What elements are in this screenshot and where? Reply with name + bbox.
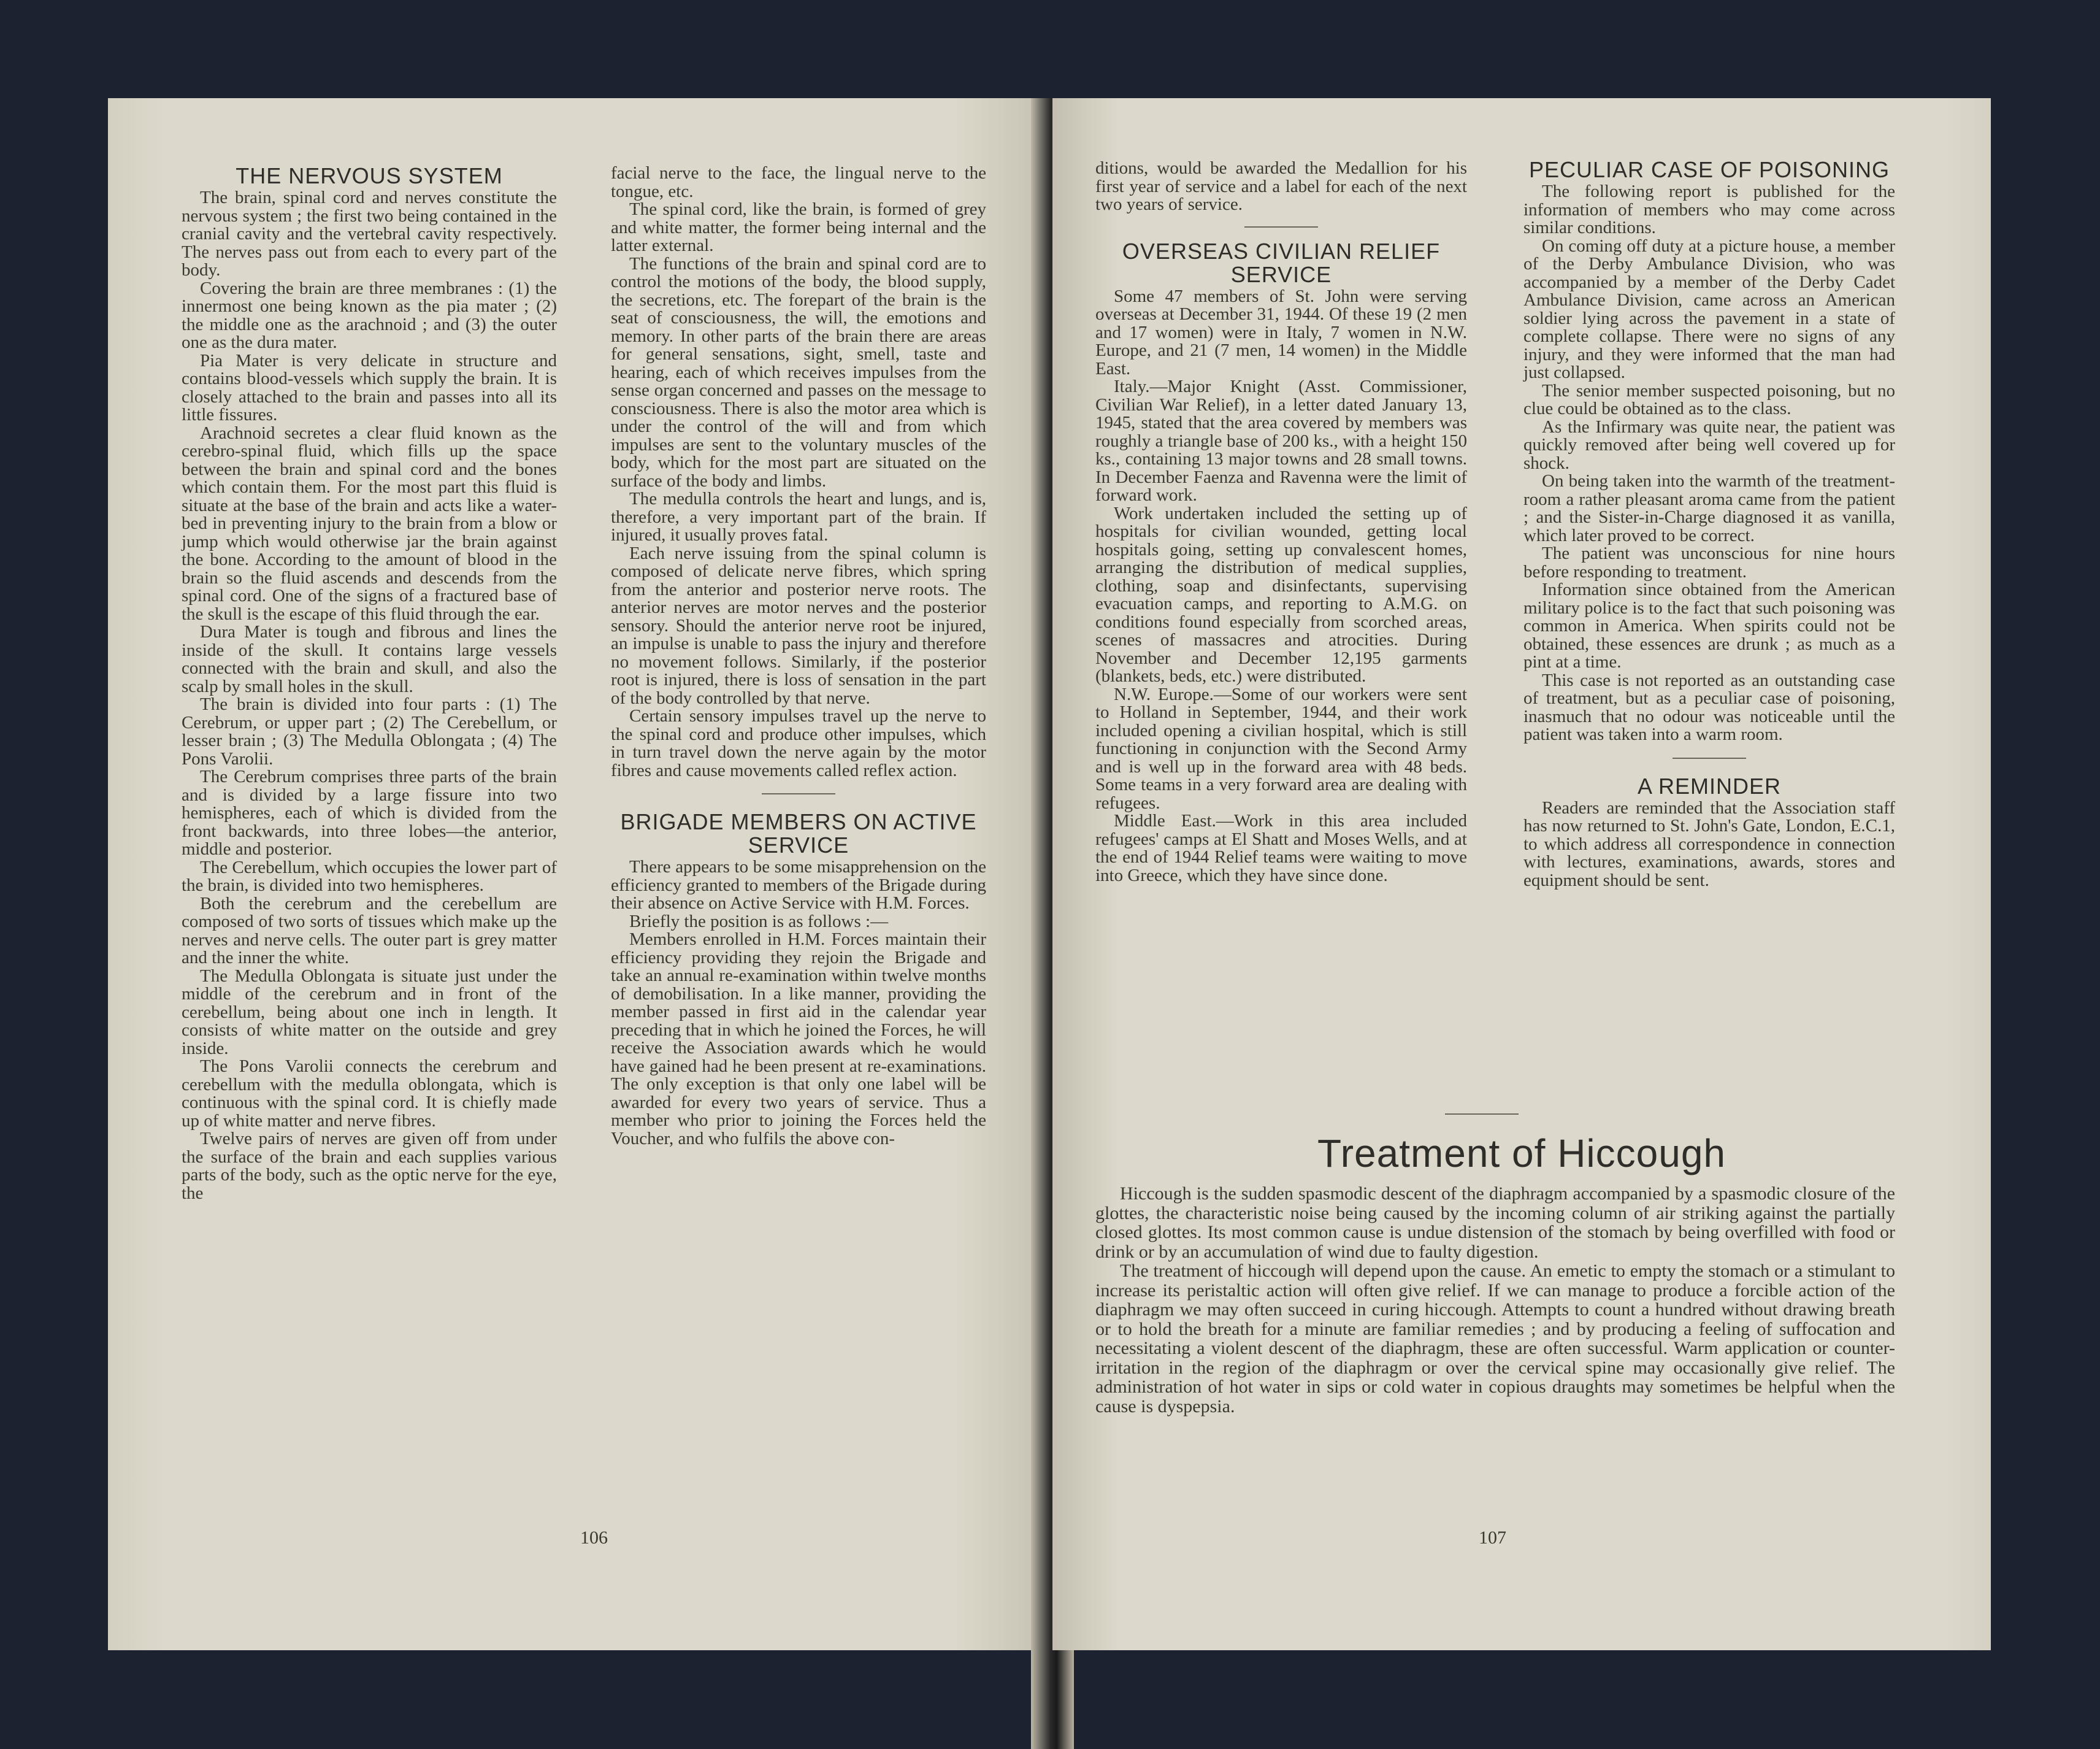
paragraph: Italy.—Major Knight (Asst. Commissioner, Civilian War Relief), in a letter dated January 13, 1945, stated that the area covered by members was roughly a triangle base of 200 ks., with a height 150 ks., containing 13 major towns and 28 small towns. In December Faenza and Ravenna were the limit of forward work. — [1095, 377, 1467, 505]
paragraph: Covering the brain are three membranes : (1) the innermost one being known as the pia mater ; (2) the middle one as the arachnoid ; and (3) the outer one as the dura mater. — [182, 278, 557, 352]
paragraph: Hiccough is the sudden spasmodic descent of the diaphragm accompanied by a spasmodic closure of the glottes, the characteristic noise being caused by the incoming column of air striking against the partially closed glottes. Its most common cause is undue distension of the stomach by being overfilled with food or drink or by an accumulation of wind due to faulty digestion. — [1095, 1183, 1895, 1262]
right-column-2 — [1523, 158, 1895, 890]
paragraph: Arachnoid secretes a clear fluid known as the cerebro-spinal fluid, which fills up the space between the brain and spinal cord and the bones which contain them. For the most part this fluid is situate at the base of the brain and acts like a water-bed in preventing injury to the brain from a blow or jump which would otherwise jar the brain against the bone. According to the amount of blood in the brain so the fluid ascends and descends from the spinal cord. One of the signs of a fractured base of the skull is the escape of this fluid through the ear. — [182, 423, 557, 624]
section-divider — [762, 793, 835, 794]
paragraph: Briefly the position is as follows :— — [629, 911, 889, 931]
heading-overseas-relief: OVERSEAS CIVILIAN RELIEF SERVICE — [1122, 238, 1441, 287]
paragraph: The patient was unconscious for nine hours before responding to treatment. — [1523, 544, 1895, 582]
paragraph: The functions of the brain and spinal cord are to control the motions of the body, the blood supply, the secretions, etc. The forepart of the brain is the seat of consciousness, the will, the emotions and memory. In other parts of the brain there are areas for general sensations, sight, smell, taste and hearing, each of which receives impulses from the sense organ concerned and passes on the message to consciousness. There is also the motor area which is under the control of the will and from which impulses are sent to the voluntary muscles of the body, which for the most part are situated on the surface of the body and limbs. — [611, 253, 986, 491]
page-number: 107 — [1479, 1528, 1506, 1548]
paragraph: Pia Mater is very delicate in structure and contains blood-vessels which supply the brain. It is closely attached to the brain and passes into all its little fissures. — [182, 350, 557, 425]
section-divider — [1244, 226, 1318, 228]
section-divider — [1673, 758, 1746, 759]
paragraph: On being taken into the warmth of the treatment-room a rather pleasant aroma came from the patient ; and the Sister-in-Charge diagnosed it as vanilla, which later proved to be correct. — [1523, 471, 1895, 545]
heading-peculiar-poisoning: PECULIAR CASE OF POISONING — [1528, 157, 1890, 182]
paragraph: The following report is published for the information of members who may come across similar conditions. — [1523, 182, 1895, 237]
feature-body — [1095, 1184, 1895, 1416]
paragraph: Certain sensory impulses travel up the nerve to the spinal cord and produce other impulses, which in turn travel down the nerve again by the motor fibres and cause movements called reflex action. — [611, 706, 986, 780]
paragraph: As the Infirmary was quite near, the patient was quickly removed after being well covered up for shock. — [1523, 417, 1895, 473]
paragraph: The Cerebrum comprises three parts of the brain and is divided by a large fissure into two hemispheres, each of which is divided from the front backwards, into three lobes—the anterior, middle and posterior. — [182, 767, 557, 859]
paragraph: The spinal cord, like the brain, is formed of grey and white matter, the former being internal and the latter external. — [611, 199, 986, 255]
paragraph: ditions, would be awarded the Medallion for his first year of service and a label for each of the next two years of service. — [1095, 158, 1467, 214]
paragraph: The senior member suspected poisoning, but no clue could be obtained as to the class. — [1523, 380, 1895, 418]
paragraph: Each nerve issuing from the spinal column is composed of delicate nerve fibres, which spring from the anterior and posterior nerve roots. The anterior nerves are motor nerves and the posterior sensory. Should the anterior nerve root be injured, an impulse is unable to pass the injury and therefore no movement follows. Similarly, if the posterior root is injured, there is loss of sensation in the part of the body controlled by that nerve. — [611, 543, 986, 708]
magazine-spread — [108, 98, 1991, 1650]
paragraph: Members enrolled in H.M. Forces maintain their efficiency providing they rejoin the Brigade and take an annual re-examination within twelve months of demobilisation. In a like manner, providing the member passed in first aid in the calendar year preceding that in which he joined the Forces, he will receive the Association awards which he would have gained had he been present at re-examinations. The only exception is that only one label will be awarded for every two years of service. Thus a member who prior to joining the Forces held the Voucher, and who fulfils the above con- — [611, 929, 986, 1148]
paragraph: Information since obtained from the American military police is to the fact that such poisoning was common in America. When spirits could not be obtained, these essences are drunk ; as much as a pint at a time. — [1523, 580, 1895, 672]
right-column-1 — [1095, 160, 1467, 885]
right-page — [1052, 98, 1991, 1650]
paragraph: On coming off duty at a picture house, a member of the Derby Ambulance Division, who was accompanied by a member of the Derby Cadet Ambulance Division, came across an American soldier lying across the pavement in a state of complete collapse. There were no signs of any injury, and they were informed that the man had just collapsed. — [1523, 236, 1895, 382]
paragraph: Middle East.—Work in this area included refugees' camps at El Shatt and Moses Wells, and at the end of 1944 Relief teams were waiting to move into Greece, which they have since done. — [1095, 811, 1467, 885]
left-column-2 — [611, 164, 986, 1148]
paragraph: Work undertaken included the setting up of hospitals for civilian wounded, getting local hospitals going, setting up convalescent homes, arranging the distribution of medical supplies, clothing, soap and disinfectants, supervising evacuation camps, and reporting to A.M.G. on conditions found especially from scorched areas, scenes of massacres and atrocities. During November and December 12,195 garments (blankets, beds, etc.) were distributed. — [1095, 503, 1467, 686]
paragraph: This case is not reported as an outstanding case of treatment, but as a peculiar case of poisoning, inasmuch that no odour was noticeable until the patient was taken into a warm room. — [1523, 670, 1895, 744]
page-number: 106 — [580, 1528, 608, 1548]
paragraph: facial nerve to the face, the lingual nerve to the tongue, etc. — [611, 163, 986, 201]
heading-reminder: A REMINDER — [1637, 773, 1782, 799]
paragraph: Twelve pairs of nerves are given off from under the surface of the brain and each supplies various parts of the body, such as the optic nerve for the eye, the — [182, 1129, 557, 1203]
paragraph: The treatment of hiccough will depend upon the cause. An emetic to empty the stomach or a stimulant to increase its peristaltic action will often give relief. If we can manage to produce a forcible action of the diaphragm we may often succeed in curing hiccough. Attempts to count a hundred without drawing breath or to hold the breath for a minute are familiar remedies ; and by producing a feeling of suffocation and necessitating a violent descent of the diaphragm, these are often successful. Warm application or counter-irritation in the region of the diaphragm or over the cervical spine may occasionally give relief. The administration of hot water in sips or cold water in copious draughts may sometimes be helpful when the cause is dyspepsia. — [1095, 1261, 1895, 1416]
heading-brigade-members: BRIGADE MEMBERS ON ACTIVE SERVICE — [620, 809, 977, 858]
paragraph: Some 47 members of St. John were serving overseas at December 31, 1944. Of these 19 (2 men and 17 women) were in Italy, 7 women in N.W. Europe, and 21 (7 men, 14 women) in the Middle East. — [1095, 286, 1467, 379]
paragraph: Dura Mater is tough and fibrous and lines the inside of the skull. It contains large vessels connected with the brain and skull, and also the scalp by small holes in the skull. — [182, 622, 557, 696]
paragraph: The medulla controls the heart and lungs, and is, therefore, a very important part of the brain. If injured, it usually proves fatal. — [611, 489, 986, 545]
paragraph: The Cerebellum, which occupies the lower part of the brain, is divided into two hemispheres. — [182, 857, 557, 895]
paragraph: The Pons Varolii connects the cerebrum and cerebellum with the medulla oblongata, which is continuous with the spinal cord. It is chiefly made up of white matter and nerve fibres. — [182, 1056, 557, 1131]
paragraph: Both the cerebrum and the cerebellum are composed of two sorts of tissues which make up the nerves and nerve cells. The outer part is grey matter and the inner the white. — [182, 893, 557, 967]
section-divider — [1445, 1113, 1519, 1115]
paragraph: The brain is divided into four parts : (1) The Cerebrum, or upper part ; (2) The Cerebellum, or lesser brain ; (3) The Medulla Oblongata ; (4) The Pons Varolii. — [182, 694, 557, 769]
paragraph: Readers are reminded that the Association staff has now returned to St. John's Gate, London, E.C.1, to which address all correspondence in connection with lectures, examinations, awards, stores and equipment should be sent. — [1523, 798, 1895, 890]
left-column-1 — [182, 164, 557, 1202]
paragraph: There appears to be some misapprehension on the efficiency granted to members of the Brigade during their absence on Active Service with H.M. Forces. — [611, 857, 986, 913]
left-page — [108, 98, 1046, 1650]
paragraph: The brain, spinal cord and nerves constitute the nervous system ; the first two being contained in the cranial cavity and the vertebral cavity respectively. The nerves pass out from each to every part of the body. — [182, 188, 557, 280]
feature-title: Treatment of Hiccough — [1317, 1131, 1726, 1175]
heading-nervous-system: THE NERVOUS SYSTEM — [236, 163, 503, 188]
paragraph: The Medulla Oblongata is situate just under the middle of the cerebrum and in front of the cerebellum, being about one inch in length. It consists of white matter on the outside and grey inside. — [182, 966, 557, 1058]
paragraph: N.W. Europe.—Some of our workers were sent to Holland in September, 1944, and their work included opening a civilian hospital, which is still functioning in conjunction with the Second Army and is well up in the forward area with 48 beds. Some teams in a very forward area are dealing with refugees. — [1095, 684, 1467, 813]
